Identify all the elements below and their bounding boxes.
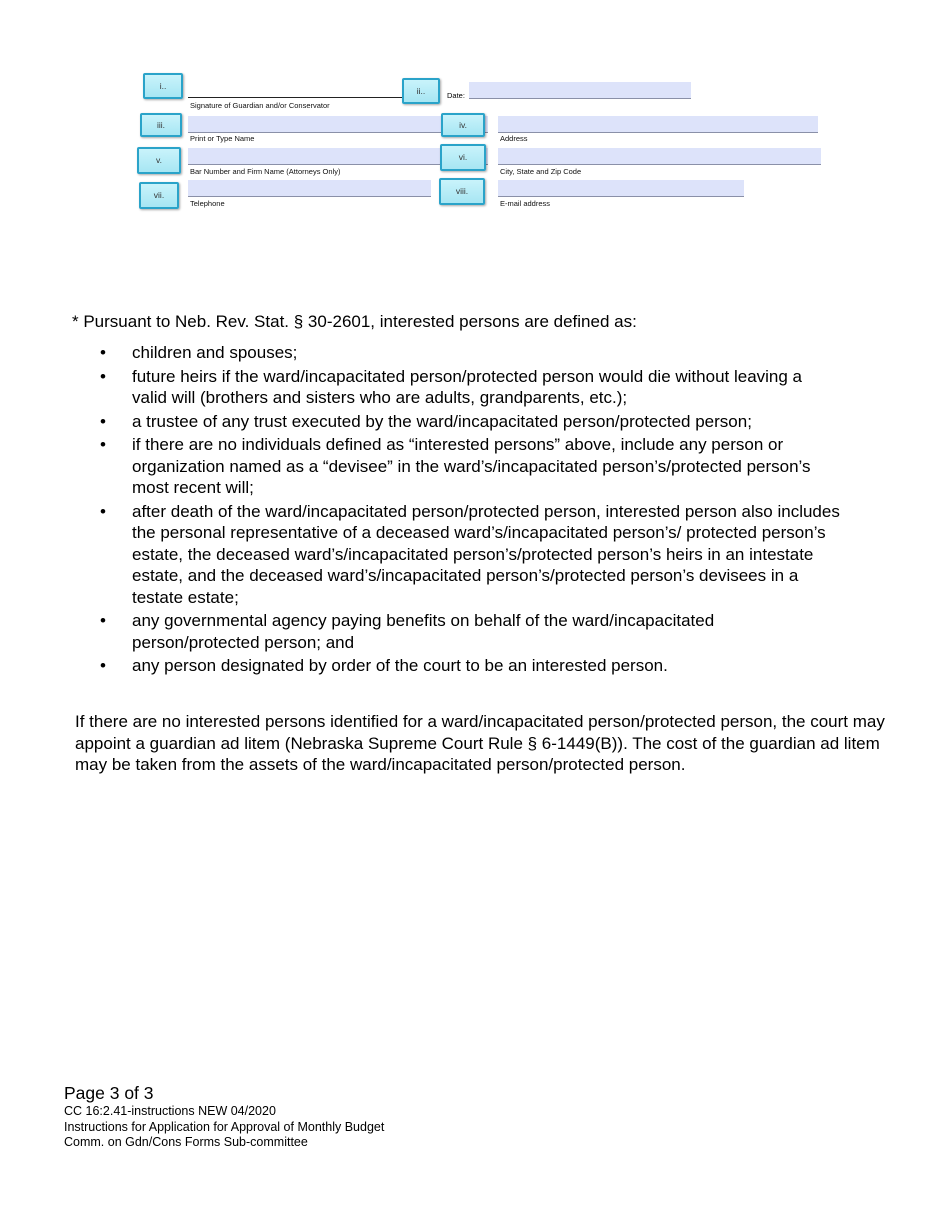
date-label: Date: xyxy=(447,91,465,100)
signature-form xyxy=(0,0,950,230)
signature-label: Signature of Guardian and/or Conservator xyxy=(190,101,330,110)
city-state-zip-label: City, State and Zip Code xyxy=(500,167,582,176)
list-item: • after death of the ward/incapacitated person/protected person, interested person also includes the personal representative of a deceased ward’s/incapacitated person’s/ protected person’s estate, the deceased ward’s/incapacitated person’s/protected person’s heirs in an intestate estate, and the deceased ward’s/incapacitated person’s/protected person’s devisees in a testate estate; xyxy=(100,501,840,609)
address-field[interactable] xyxy=(498,116,818,133)
marker-v: v. xyxy=(137,147,181,174)
email-label: E-mail address xyxy=(500,199,551,208)
page-number: Page 3 of 3 xyxy=(64,1083,154,1103)
list-item: • if there are no individuals defined as “interested persons” above, include any person or organization named as a “devisee” in the ward’s/incapacitated person’s/protected person’s most recent will; xyxy=(100,434,840,499)
telephone-label: Telephone xyxy=(190,199,225,208)
marker-i: i.. xyxy=(143,73,183,99)
city-state-zip-field[interactable] xyxy=(498,148,821,165)
bar-number-label: Bar Number and Firm Name (Attorneys Only) xyxy=(190,167,341,176)
list-item: • any governmental agency paying benefits on behalf of the ward/incapacitated person/protected person; and xyxy=(100,610,840,653)
email-field[interactable] xyxy=(498,180,744,197)
signature-line[interactable] xyxy=(188,97,404,98)
page-footer xyxy=(64,1082,384,1151)
form-title: Instructions for Application for Approval of Monthly Budget xyxy=(64,1119,385,1134)
marker-iv: iv. xyxy=(441,113,485,137)
telephone-field[interactable] xyxy=(188,180,431,197)
print-name-label: Print or Type Name xyxy=(190,134,255,143)
interested-persons-list xyxy=(100,342,840,679)
marker-vi: vi. xyxy=(440,144,486,171)
definition-intro: * Pursuant to Neb. Rev. Stat. § 30-2601, interested persons are defined as: xyxy=(72,312,637,331)
marker-ii: ii.. xyxy=(402,78,440,104)
list-item: • children and spouses; xyxy=(100,342,840,364)
list-item: • any person designated by order of the court to be an interested person. xyxy=(100,655,840,677)
form-code: CC 16:2.41-instructions NEW 04/2020 xyxy=(64,1104,276,1118)
guardian-ad-litem-paragraph: If there are no interested persons identified for a ward/incapacitated person/protected person, the court may appoint a guardian ad litem (Nebraska Supreme Court Rule § 6-1449(B)). The cost of the guardian ad litem may be taken from the assets of the ward/incapacitated person/protected person. xyxy=(75,712,885,774)
list-item: • future heirs if the ward/incapacitated person/protected person would die without leaving a valid will (brothers and sisters who are adults, grandparents, etc.); xyxy=(100,366,840,409)
marker-viii: viii. xyxy=(439,178,485,205)
marker-iii: iii. xyxy=(140,113,182,137)
date-field[interactable] xyxy=(469,82,691,99)
address-label: Address xyxy=(500,134,528,143)
list-item: • a trustee of any trust executed by the ward/incapacitated person/protected person; xyxy=(100,411,840,433)
committee-name: Comm. on Gdn/Cons Forms Sub-committee xyxy=(64,1135,308,1149)
marker-vii: vii. xyxy=(139,182,179,209)
